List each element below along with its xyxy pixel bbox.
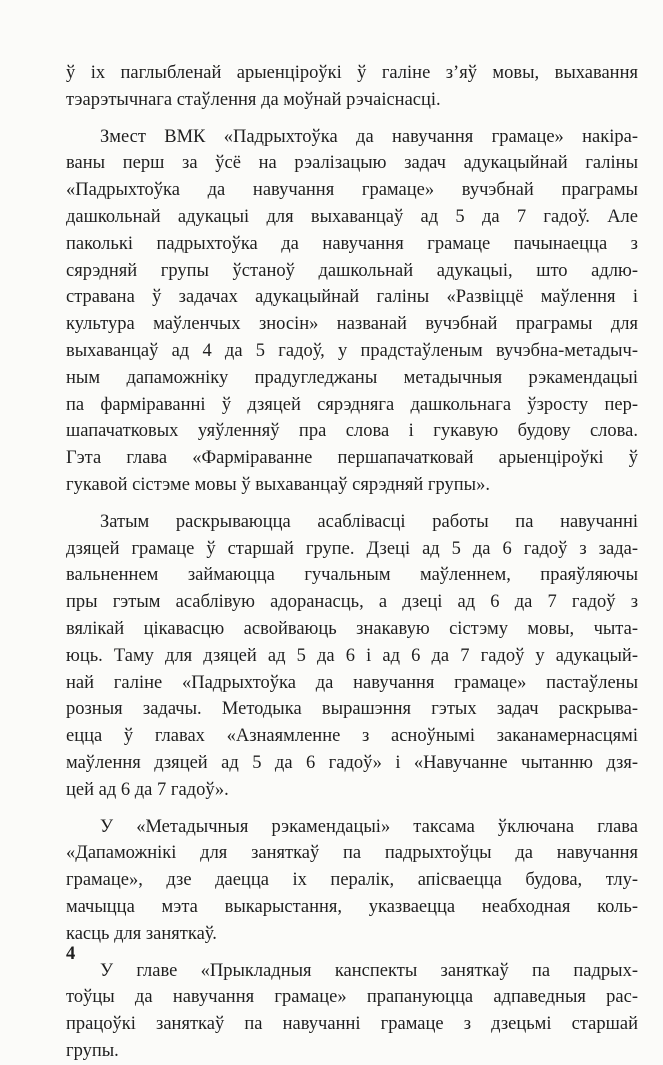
text-line: ваны перш за ўсё на рэалізацыю задач адукацыйнай галіны [66, 153, 638, 174]
text-line: вялікай цікавасцю асвойваюць знакавую сістэму мовы, чыта- [66, 618, 638, 639]
text-line: касць для заняткаў. [66, 923, 217, 944]
body-text [66, 60, 638, 1065]
text-line: шапачатковых уяўленняў пра слова і гукавую будову слова. [66, 421, 638, 442]
text-line: культура маўленчых зносін» названай вучэбнай праграмы для [66, 314, 638, 335]
text-line: тоўцы да навучання грамаце» прапануюцца адпаведныя рас- [66, 987, 638, 1008]
text-line: гукавой сістэме мовы ў выхаванцаў сярэдняй групы». [66, 474, 490, 495]
paragraph-gap [66, 114, 638, 124]
text-line: У «Метадычныя рэкамендацыі» таксама ўключана глава [100, 816, 638, 837]
text-line: най галіне «Падрыхтоўка да навучання грамаце» пастаўлены [66, 672, 638, 693]
paragraph [66, 509, 638, 804]
paragraph [66, 124, 638, 499]
text-line: паколькі падрыхтоўка да навучання грамаце пачынаецца з [66, 233, 638, 254]
text-line: Затым раскрываюцца асаблівасці работы па навучанні [100, 511, 638, 532]
paragraph [66, 814, 638, 948]
text-line: працоўкі заняткаў па навучанні грамаце з дзецьмі старшай [66, 1014, 638, 1035]
text-line: групы. [66, 1040, 119, 1061]
page-number: 4 [66, 944, 76, 964]
text-line: грамаце», дзе даецца іх пералік, апісваецца будова, тлу- [66, 870, 638, 891]
text-line: ецца ў главах «Азнаямленне з асноўнымі заканамернасцямі [66, 726, 638, 747]
text-line: У главе «Прыкладныя канспекты заняткаў па падрых- [100, 960, 638, 981]
text-line: мачыцца мэта выкарыстання, указваецца неабходная коль- [66, 896, 638, 917]
paragraph [66, 60, 638, 114]
text-line: Гэта глава «Фарміраванне першапачатковай арыенціроўкі ў [66, 448, 638, 469]
text-line: стравана ў задачах адукацыйнай галіны «Развіццё маўлення і [66, 287, 638, 308]
text-line: тэарэтычнага стаўлення да моўнай рэчаіснасці. [66, 89, 441, 110]
text-line: «Падрыхтоўка да навучання грамаце» вучэбнай праграмы [66, 180, 638, 201]
paragraph [66, 958, 638, 1065]
paragraph-gap [66, 804, 638, 814]
text-line: выхаванцаў ад 4 да 5 гадоў, у прадстаўленым вучэбна-метадыч- [66, 340, 638, 361]
text-line: юць. Таму для дзяцей ад 5 да 6 і ад 6 да 7 гадоў у адукацый- [66, 645, 638, 666]
paragraph-gap [66, 499, 638, 509]
text-line: Змест ВМК «Падрыхтоўка да навучання грамаце» накіра- [100, 126, 638, 147]
paragraph-gap [66, 948, 638, 958]
text-line: ным дапаможніку прадугледжаны метадычныя рэкамендацыі [66, 367, 638, 388]
text-line: пры гэтым асаблівую адоранасць, а дзеці ад 6 да 7 гадоў з [66, 592, 638, 613]
text-line: вальненнем займаюцца гучальным маўленнем, праяўляючы [66, 565, 638, 586]
text-line: розныя задачы. Методыка вырашэння гэтых задач раскрыва- [66, 699, 638, 720]
text-line: дашкольнай адукацыі для выхаванцаў ад 5 да 7 гадоў. Але [66, 206, 638, 227]
text-line: маўлення дзяцей ад 5 да 6 гадоў» і «Навучанне чытанню дзя- [66, 752, 638, 773]
text-line: дзяцей грамаце ў старшай групе. Дзеці ад 5 да 6 гадоў з задa- [66, 538, 638, 559]
text-line: сярэдняй групы ўстаноў дашкольнай адукацыі, што адлю- [66, 260, 638, 281]
text-line: ў іх паглыбленай арыенціроўкі ў галіне з’яў мовы, выхавання [66, 63, 638, 83]
text-line: «Дапаможнікі для заняткаў па падрыхтоўцы да навучання [66, 843, 638, 864]
text-line: цей ад 6 да 7 гадоў». [66, 779, 229, 800]
text-line: па фарміраванні ў дзяцей сярэдняга дашкольнага ўзросту пер- [66, 394, 638, 415]
